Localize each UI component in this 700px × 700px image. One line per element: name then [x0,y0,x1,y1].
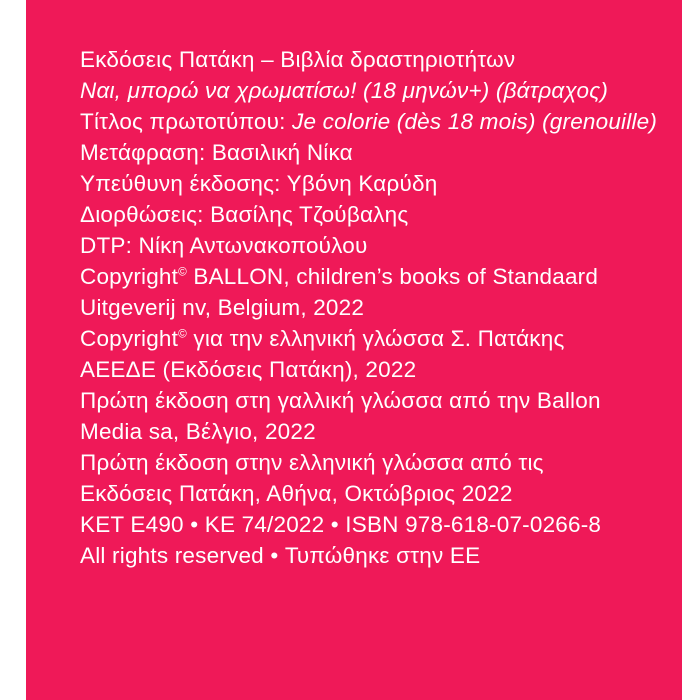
colophon-panel [26,0,682,700]
copyright-symbol: © [178,265,187,279]
copyright-symbol: © [178,327,187,341]
colophon-text-block [80,44,680,571]
copyright-greek-line-1 [80,323,680,354]
first-edition-french-line-2: Media sa, Βέλγιο, 2022 [80,419,316,444]
copyright-greek-line-2: ΑΕΕΔΕ (Εκδόσεις Πατάκη), 2022 [80,357,417,382]
original-title-label: Τίτλος πρωτοτύπου: [80,109,293,134]
first-edition-french-line-1: Πρώτη έκδοση στη γαλλική γλώσσα από την Ballon [80,388,601,413]
publisher-series-line: Εκδόσεις Πατάκη – Βιβλία δραστηριοτήτων [80,47,516,72]
managing-editor-line: Υπεύθυνη έκδοσης: Υβόνη Καρύδη [80,171,438,196]
copyright-word: Copyright [80,326,179,351]
copyright-word: Copyright [80,264,179,289]
copyright-ballon-line-2: Uitgeverij nv, Belgium, 2022 [80,295,365,320]
original-title-text: Je colorie (dès 18 mois) (grenouille) [292,109,658,134]
book-title-line: Ναι, μπορώ να χρωματίσω! (18 μηνών+) (βάτραχος) [80,78,609,103]
codes-isbn-line: ΚΕΤ Ε490 • ΚΕ 74/2022 • ISBN 978-618-07-0266-8 [80,512,602,537]
rights-line: All rights reserved • Τυπώθηκε στην ΕΕ [80,543,481,568]
first-edition-greek-line-1: Πρώτη έκδοση στην ελληνική γλώσσα από τις [80,450,544,475]
proofreader-line: Διορθώσεις: Βασίλης Τζούβαλης [80,202,409,227]
copyright-greek-text: για την ελληνική γλώσσα Σ. Πατάκης [186,326,565,351]
copyright-ballon-text: BALLON, children’s books of Standaard [186,264,599,289]
copyright-ballon-line-1 [80,261,680,292]
dtp-line: DTP: Νίκη Αντωνακοπούλου [80,233,368,258]
original-title-line [80,106,680,137]
translator-line: Μετάφραση: Βασιλική Νίκα [80,140,353,165]
first-edition-greek-line-2: Εκδόσεις Πατάκη, Αθήνα, Οκτώβριος 2022 [80,481,513,506]
